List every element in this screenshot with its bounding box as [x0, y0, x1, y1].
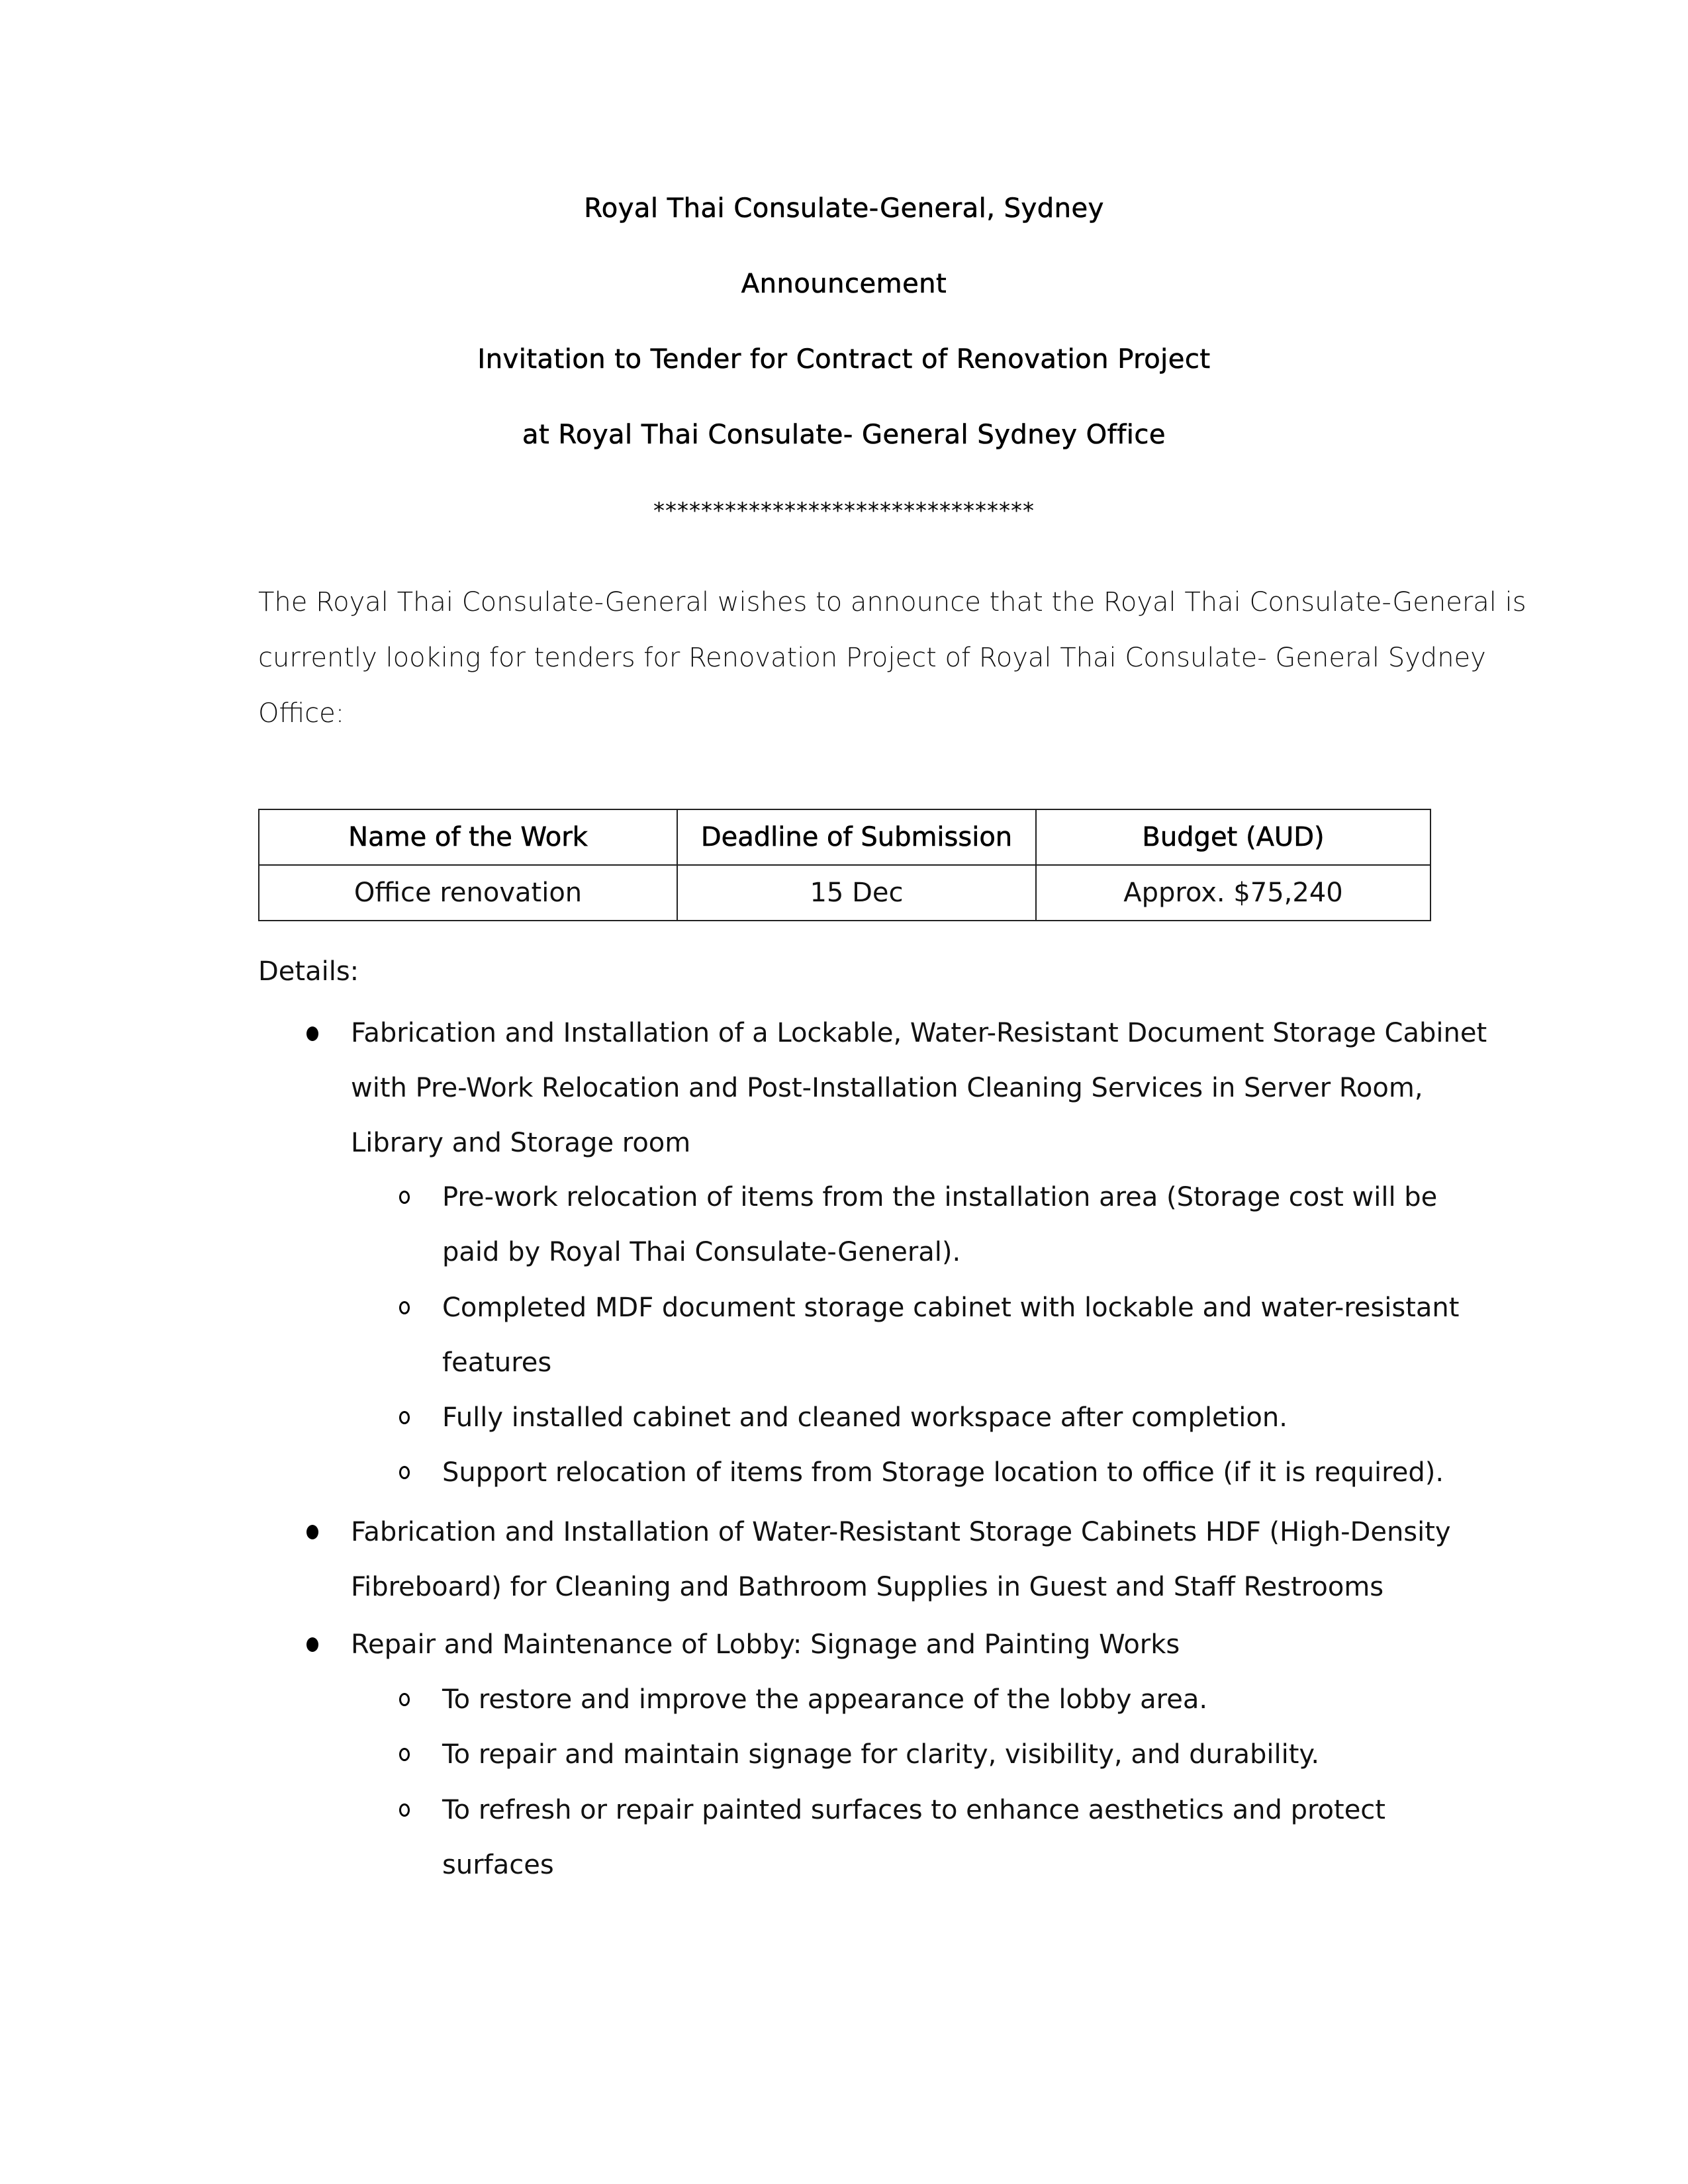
circle-bullet-icon: [399, 1748, 410, 1761]
circle-bullet-icon: [399, 1693, 410, 1706]
table-row: [259, 865, 1430, 921]
list-item-line: with Pre-Work Relocation and Post-Installation Cleaning Services in Server Room,: [351, 1073, 1423, 1103]
header-budget: Budget (AUD): [1036, 809, 1430, 865]
sub-list-item: [442, 1672, 1207, 1727]
list-item-line: paid by Royal Thai Consulate-General).: [442, 1237, 961, 1267]
circle-bullet-icon: [399, 1466, 410, 1479]
list-item: [351, 1505, 1451, 1615]
list-item-line: features: [442, 1347, 552, 1378]
list-item-line: Library and Storage room: [351, 1128, 691, 1158]
sub-list-item: [442, 1281, 1459, 1390]
bullet-icon: [306, 1525, 318, 1539]
tender-subtitle: at Royal Thai Consulate- General Sydney Office: [522, 420, 1166, 450]
cell-work-name: Office renovation: [259, 865, 677, 921]
list-item-line: Completed MDF document storage cabinet with lockable and water-resistant: [442, 1293, 1460, 1323]
intro-line: currently looking for tenders for Renovation Project of Royal Thai Consulate- General Sydney: [258, 643, 1486, 673]
list-item-line: To restore and improve the appearance of the lobby area.: [442, 1684, 1208, 1715]
circle-bullet-icon: [399, 1411, 410, 1424]
intro-paragraph: [258, 574, 1526, 741]
list-item-line: Fabrication and Installation of a Lockable, Water-Resistant Document Storage Cabinet: [351, 1018, 1487, 1048]
header-deadline: Deadline of Submission: [677, 809, 1036, 865]
list-item: [351, 1617, 1180, 1672]
list-item-line: Fabrication and Installation of Water-Resistant Storage Cabinets HDF (High-Density: [351, 1517, 1451, 1547]
list-item: [351, 1006, 1487, 1171]
list-item-line: Pre-work relocation of items from the installation area (Storage cost will be: [442, 1182, 1438, 1212]
consulate-title: Royal Thai Consulate-General, Sydney: [584, 193, 1104, 224]
sub-list-item: [442, 1170, 1437, 1280]
circle-bullet-icon: [399, 1191, 410, 1204]
list-item-line: Fully installed cabinet and cleaned workspace after completion.: [442, 1402, 1288, 1433]
circle-bullet-icon: [399, 1803, 410, 1817]
sub-list-item: [442, 1390, 1288, 1445]
separator: ********************************: [653, 498, 1035, 524]
intro-line: The Royal Thai Consulate-General wishes to announce that the Royal Thai Consulate-General is: [258, 587, 1526, 617]
announcement-title: Announcement: [741, 269, 947, 299]
list-item-line: To refresh or repair painted surfaces to enhance aesthetics and protect: [442, 1795, 1385, 1825]
sub-list-item: [442, 1727, 1319, 1782]
table-header-row: [259, 809, 1430, 865]
list-item-line: Fibreboard) for Cleaning and Bathroom Supplies in Guest and Staff Restrooms: [351, 1572, 1384, 1602]
intro-line: Office:: [258, 698, 345, 729]
sub-list-item: [442, 1445, 1444, 1500]
cell-deadline: 15 Dec: [677, 865, 1036, 921]
bullet-icon: [306, 1026, 318, 1041]
circle-bullet-icon: [399, 1301, 410, 1314]
sub-list-item: [442, 1783, 1385, 1893]
details-label: Details:: [258, 956, 359, 987]
list-item-line: Repair and Maintenance of Lobby: Signage and Painting Works: [351, 1629, 1180, 1660]
list-item-line: surfaces: [442, 1850, 554, 1880]
tender-title: Invitation to Tender for Contract of Renovation Project: [477, 344, 1211, 375]
bullet-icon: [306, 1637, 318, 1652]
cell-budget: Approx. $75,240: [1036, 865, 1430, 921]
list-item-line: To repair and maintain signage for clarity, visibility, and durability.: [442, 1739, 1320, 1770]
header-name-of-work: Name of the Work: [259, 809, 677, 865]
tender-table: [258, 809, 1431, 921]
list-item-line: Support relocation of items from Storage location to office (if it is required).: [442, 1457, 1444, 1488]
